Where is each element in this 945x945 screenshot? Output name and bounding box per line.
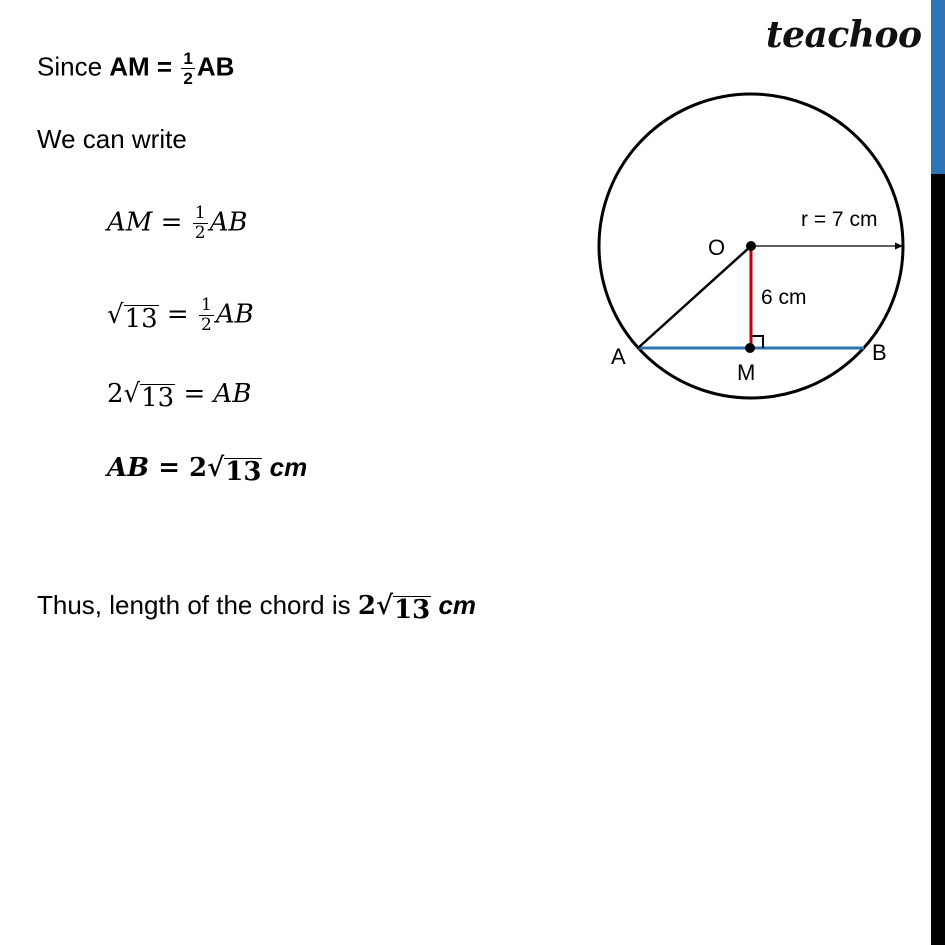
step4-sqrt-arg: 13: [225, 457, 262, 487]
step4-unit: cm: [262, 452, 308, 482]
circle-chord-diagram: [590, 80, 920, 410]
foot-point-m: [745, 343, 755, 353]
step2-fraction: [199, 297, 214, 334]
step1-lhs: AM: [107, 207, 153, 238]
step2-frac-num: 1: [201, 295, 212, 315]
conclusion-text: Thus, length of the chord is: [37, 590, 358, 620]
step4-lhs: AB: [107, 453, 150, 483]
step4-coef: 2: [189, 453, 208, 483]
since-line: [37, 50, 234, 87]
conclusion-unit: cm: [431, 590, 477, 620]
step1-fraction: [193, 205, 208, 242]
step2-sqrt-arg: 13: [124, 303, 158, 334]
label-m: M: [737, 360, 756, 385]
since-bold-lhs: AM =: [109, 51, 180, 82]
label-radius: r = 7 cm: [801, 208, 878, 231]
step3-sqrt-arg: 13: [141, 383, 175, 413]
step3-eq: =: [175, 379, 214, 409]
step2-frac-den: 2: [201, 315, 212, 335]
teachoo-logo: teachoo: [766, 14, 922, 56]
equation-step-2: [107, 297, 254, 334]
label-b: B: [872, 340, 887, 365]
conclusion-coef: 2: [357, 591, 376, 621]
step1-frac-den: 2: [194, 223, 206, 243]
slide-sidebar-accent: [931, 0, 945, 174]
since-prefix: Since: [37, 51, 110, 82]
step3-sqrt: √ 13: [123, 379, 175, 413]
since-fraction: [181, 50, 194, 87]
label-o: O: [708, 235, 726, 260]
equation-step-3: [107, 377, 251, 411]
conclusion-line: [37, 588, 476, 623]
conclusion-sqrt-arg: 13: [394, 595, 431, 625]
step2-sqrt: √ 13: [107, 299, 158, 334]
segment-oa: [638, 246, 751, 348]
we-can-write-text: We can write: [37, 124, 187, 154]
step1-rhs: AB: [209, 207, 248, 238]
conclusion-sqrt: √ 13: [375, 591, 431, 625]
step2-eq: =: [158, 299, 197, 330]
since-frac-den: 2: [183, 69, 193, 88]
step3-rhs: AB: [213, 379, 252, 409]
step3-coef: 2: [107, 379, 124, 409]
equation-step-1: [107, 205, 247, 242]
since-frac-num: 1: [183, 49, 193, 68]
step1-eq: =: [152, 207, 191, 238]
center-point-o: [746, 241, 756, 251]
label-a: A: [611, 344, 626, 369]
conclusion-value: [357, 590, 477, 625]
since-bold-rhs: AB: [196, 51, 235, 82]
step2-rhs: AB: [215, 299, 254, 330]
step4-eq: =: [149, 453, 190, 483]
equation-step-4-result: [107, 450, 307, 485]
label-distance: 6 cm: [761, 286, 807, 309]
step4-sqrt: √ 13: [207, 453, 262, 487]
step1-frac-num: 1: [194, 203, 206, 223]
